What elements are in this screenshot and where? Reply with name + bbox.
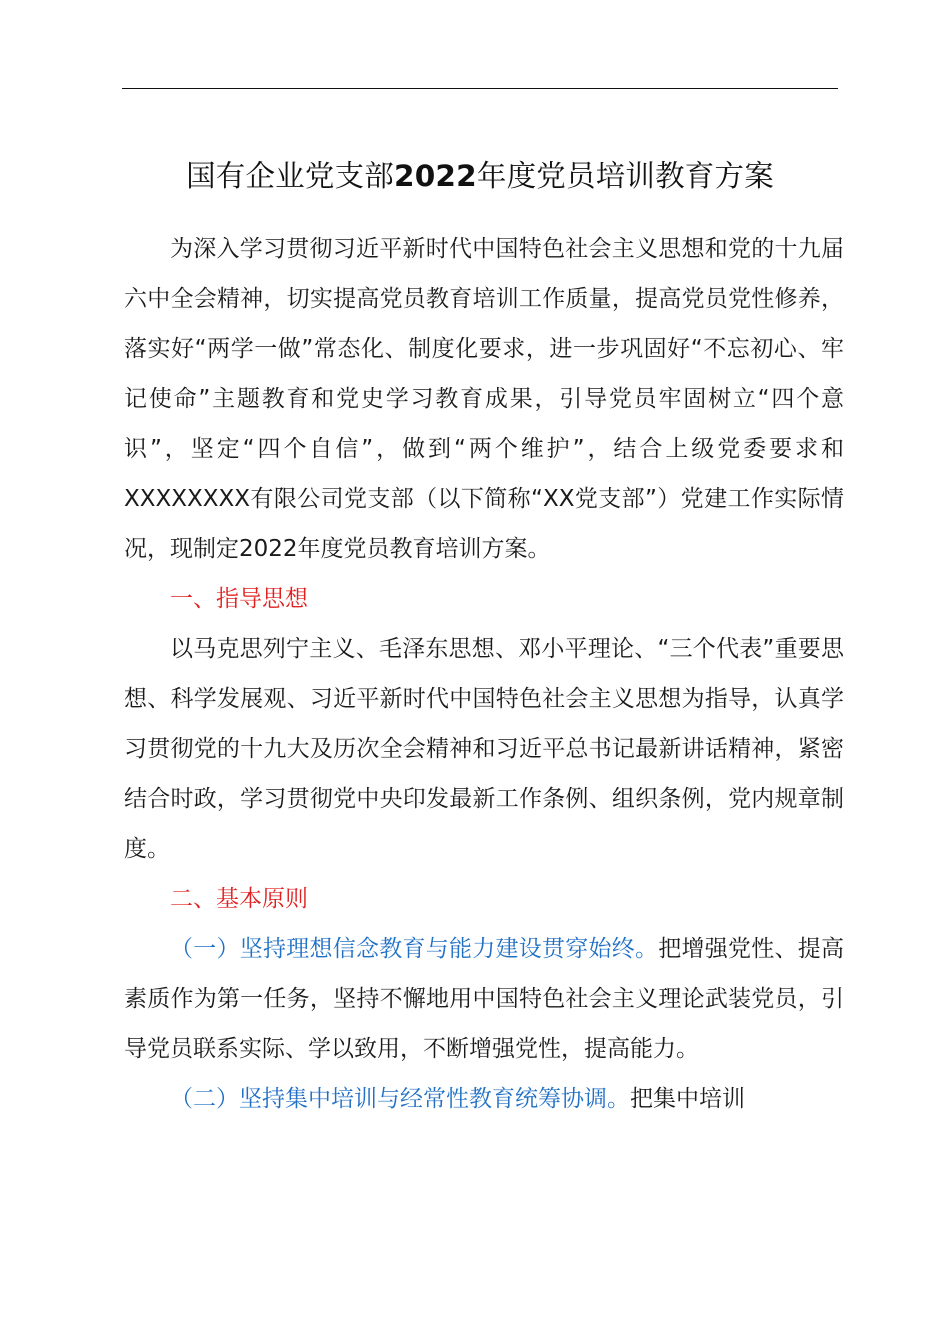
principle-item-label: （二）坚持集中培训与经常性教育统筹协调。 (170, 1086, 630, 1112)
document-body (124, 224, 844, 1124)
principle-item-text: 把增强党性、提高素质作为第一任务，坚持不懈地用中国特色社会主义理论武装党员，引导党员联系实际、学以致用，不断增强党性，提高能力。 (124, 936, 844, 1062)
principle-item (124, 1074, 844, 1124)
title-year: 2022 (393, 159, 477, 193)
section-heading-guiding-thought: 一、指导思想 (170, 586, 308, 612)
principle-item-text: 把集中培训 (630, 1086, 745, 1112)
title-suffix: 年度党员培训教育方案 (476, 159, 774, 193)
principle-item-label: （一）坚持理想信念教育与能力建设贯穿始终。 (170, 936, 659, 962)
section-heading-basic-principles: 二、基本原则 (170, 886, 308, 912)
section-paragraph-guiding-thought: 以马克思列宁主义、毛泽东思想、邓小平理论、“三个代表”重要思想、科学发展观、习近平新时代中国特色社会主义思想为指导，认真学习贯彻党的十九大及历次全会精神和习近平总书记最新讲话精神，紧密结合时政，学习贯彻党中央印发最新工作条例、组织条例，党内规章制度。 (124, 636, 844, 862)
header-rule (122, 88, 838, 89)
document-title (100, 148, 860, 204)
intro-paragraph: 为深入学习贯彻习近平新时代中国特色社会主义思想和党的十九届六中全会精神，切实提高党员教育培训工作质量，提高党员党性修养，落实好“两学一做”常态化、制度化要求，进一步巩固好“不忘初心、牢记使命”主题教育和党史学习教育成果，引导党员牢固树立“四个意识”，坚定“四个自信”，做到“两个维护”，结合上级党委要求和XXXXXXXX有限公司党支部（以下简称“XX党支部”）党建工作实际情况，现制定2022年度党员教育培训方案。 (124, 236, 844, 562)
principle-item (124, 924, 844, 1074)
title-prefix: 国有企业党支部 (186, 159, 394, 193)
